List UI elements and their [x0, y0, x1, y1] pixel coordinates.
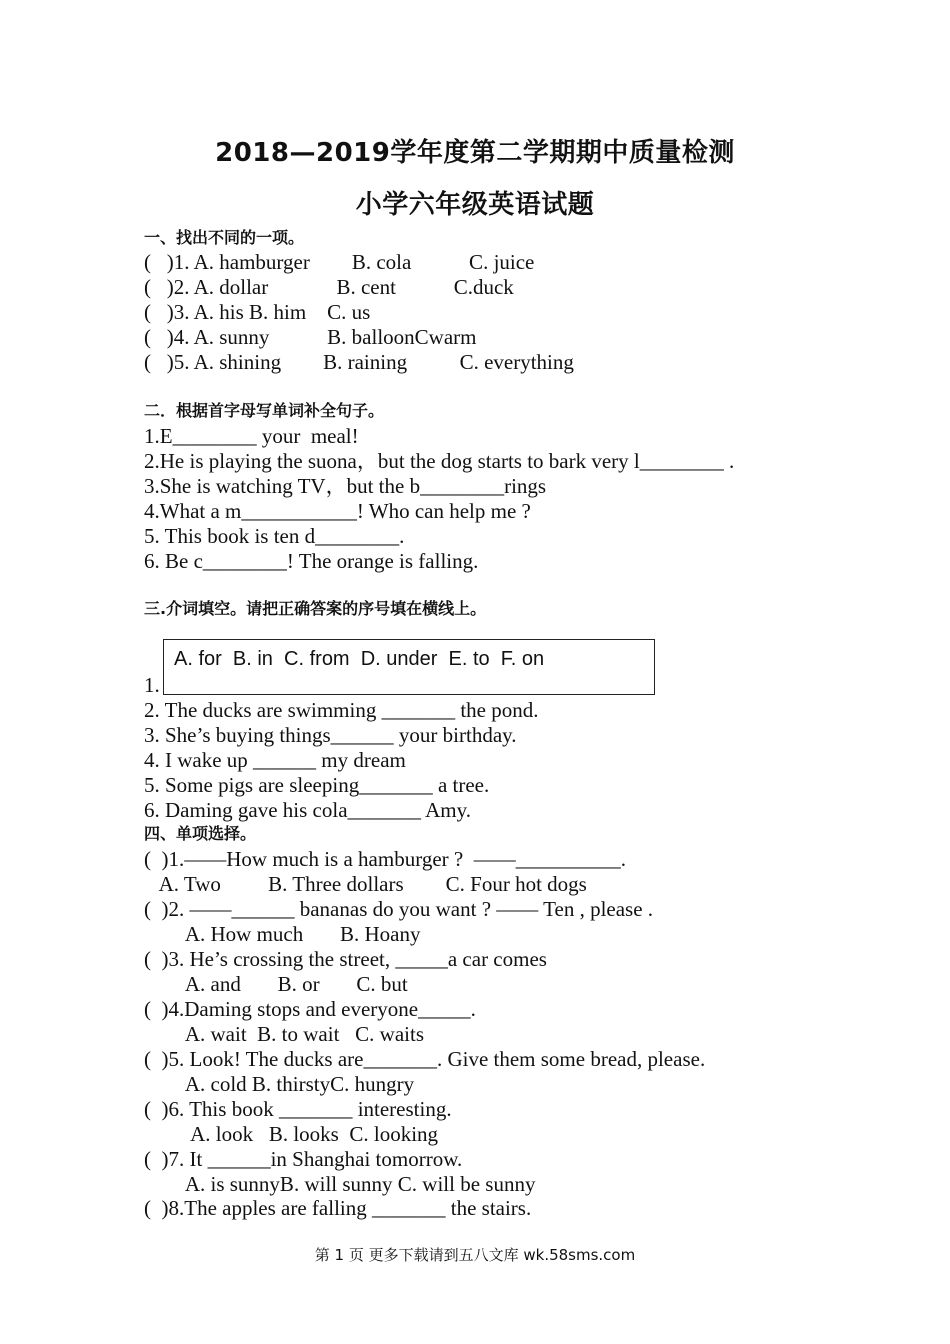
options-box	[163, 639, 655, 695]
question-line: 2. The ducks are swimming _______ the pond.	[144, 698, 539, 722]
question-line: 1.E________ your meal!	[144, 424, 359, 448]
page-footer: 第 1 页 更多下载请到五八文库 wk.58sms.com	[314, 1246, 636, 1264]
question-line: ( )2. ——______ bananas do you want ? —— Ten , please .	[144, 897, 654, 921]
question-line: 2.He is playing the suona，but the dog starts to bark very l________ .	[144, 449, 735, 473]
question-line: ( )7. It ______in Shanghai tomorrow.	[144, 1147, 463, 1171]
question-line: ( )2. A. dollar B. cent C.duck	[144, 275, 514, 299]
options-text: A. for B. in C. from D. under E. to F. on	[174, 648, 545, 670]
exam-title: 2018—2019学年度第二学期期中质量检测	[215, 138, 735, 168]
question-line: 3. She’s buying things______ your birthday.	[144, 723, 517, 747]
section-heading: 三.介词填空。请把正确答案的序号填在横线上。	[144, 599, 487, 618]
answer-options-line: A. wait B. to wait C. waits	[144, 1022, 424, 1046]
answer-options-line: A. Two B. Three dollars C. Four hot dogs	[144, 872, 587, 896]
question-line: ( )6. This book _______ interesting.	[144, 1097, 452, 1121]
exam-subtitle: 小学六年级英语试题	[355, 190, 595, 220]
question-line: 6. Be c________! The orange is falling.	[144, 549, 479, 573]
question-line: 4. I wake up ______ my dream	[144, 748, 406, 772]
question-line: ( )1. A. hamburger B. cola C. juice	[144, 250, 535, 274]
answer-options-line: A. look B. looks C. looking	[144, 1122, 439, 1146]
question-line: ( )5. A. shining B. raining C. everything	[144, 350, 574, 374]
answer-options-line: A. How much B. Hoany	[144, 922, 421, 946]
question-line: 3.She is watching TV，but the b________rings	[144, 474, 547, 498]
question-line: ( )1.——How much is a hamburger ? ——__________.	[144, 847, 626, 871]
question-line: 4.What a m___________! Who can help me ?	[144, 499, 531, 523]
section-heading: 一、找出不同的一项。	[144, 228, 305, 247]
question-line: 5. Some pigs are sleeping_______ a tree.	[144, 773, 490, 797]
question-line: ( )8.The apples are falling _______ the stairs.	[144, 1196, 532, 1220]
answer-options-line: A. is sunnyB. will sunny C. will be sunny	[144, 1172, 536, 1196]
question-line: 5. This book is ten d________.	[144, 524, 405, 548]
question-line: ( )5. Look! The ducks are_______. Give them some bread, please.	[144, 1047, 706, 1071]
section-heading: 二．根据首字母写单词补全句子。	[144, 401, 385, 420]
question-line: 6. Daming gave his cola_______ Amy.	[144, 798, 472, 822]
answer-options-line: A. cold B. thirstyC. hungry	[144, 1072, 415, 1096]
question-line: 1.	[144, 673, 160, 697]
answer-options-line: A. and B. or C. but	[144, 972, 408, 996]
question-line: ( )3. A. his B. him C. us	[144, 300, 371, 324]
section-heading: 四、单项选择。	[144, 824, 257, 843]
question-line: ( )4.Daming stops and everyone_____.	[144, 997, 476, 1021]
question-line: ( )4. A. sunny B. balloonCwarm	[144, 325, 477, 349]
question-line: ( )3. He’s crossing the street, _____a car comes	[144, 947, 547, 971]
